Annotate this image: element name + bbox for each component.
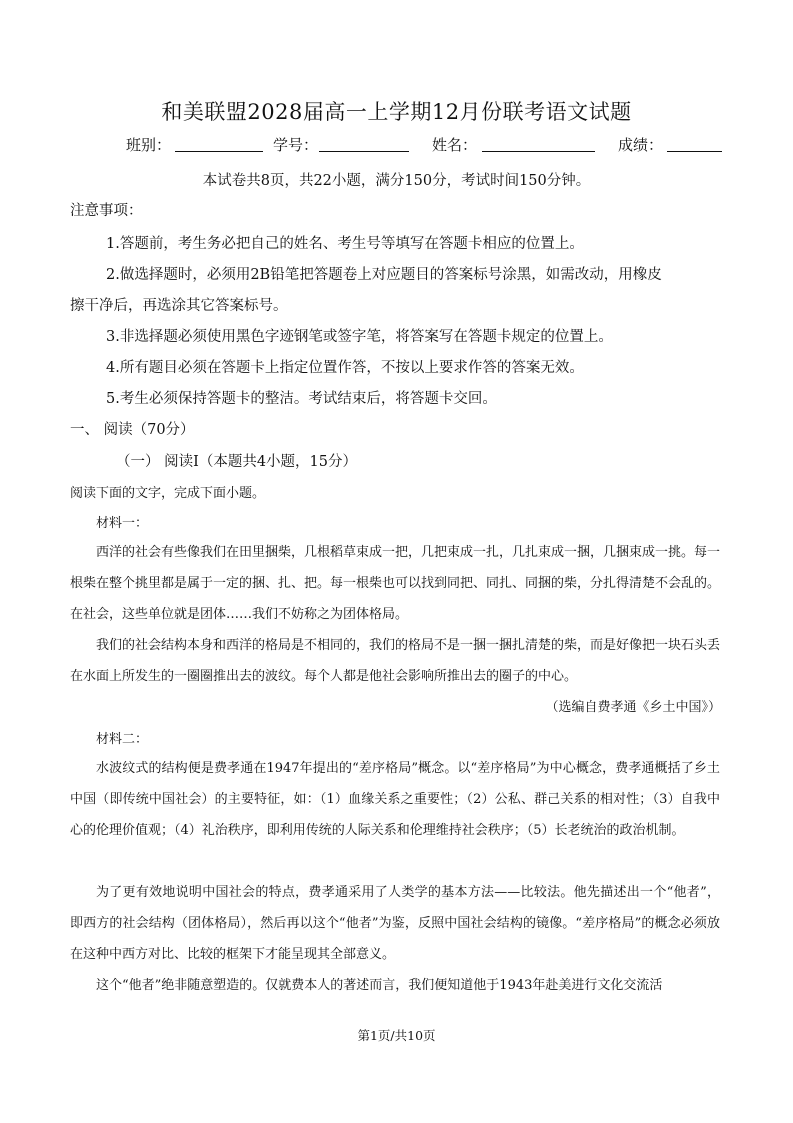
subsection-heading: （一） 阅读Ⅰ（本题共4小题，15分）: [116, 454, 358, 470]
material-paragraph: 这个“他者”绝非随意塑造的。仅就费本人的著述而言，我们便知道他于1943年赴美进行文化交流活: [96, 978, 663, 993]
student-id-blank[interactable]: [319, 151, 409, 152]
notice-item: 3.非选择题必须使用黑色字迹钢笔或签字笔，将答案写在答题卡规定的位置上。: [106, 329, 613, 345]
notice-item: 4.所有题目必须在答题卡上指定位置作答，不按以上要求作答的答案无效。: [106, 360, 584, 376]
material-paragraph: 我们的社会结构本身和西洋的格局是不相同的，我们的格局不是一捆一捆扎清楚的柴，而是好像把一块石头丢在水面上所发生的一圈圈推出去的波纹。每个人都是他社会影响所推出去的圈子的中心。: [70, 638, 721, 684]
material-source: （选编自费孝通《乡土中国》）: [545, 700, 721, 715]
page-number: 第1页/共10页: [357, 1028, 436, 1043]
name-blank[interactable]: [482, 151, 595, 152]
notice-heading: 注意事项：: [70, 203, 143, 219]
notice-item: 1.答题前，考生务必把自己的姓名、考生号等填写在答题卡相应的位置上。: [106, 236, 584, 252]
student-id-label: 学号：: [273, 136, 319, 154]
name-label: 姓名：: [432, 136, 478, 154]
reading-instruction: 阅读下面的文字，完成下面小题。: [70, 486, 266, 501]
score-blank[interactable]: [667, 151, 722, 152]
material-paragraph: 西洋的社会有些像我们在田里捆柴，几根稻草束成一把，几把束成一扎，几扎束成一捆，几捆束成一挑。每一根柴在整个挑里都是属于一定的捆、扎、把。每一根柴也可以找到同把、同扎、同捆的柴，分扎得清楚不会乱的。在社会，这些单位就是团体……我们不妨称之为团体格局。: [70, 545, 721, 622]
class-label: 班别：: [126, 136, 172, 154]
notice-item: 5.考生必须保持答题卡的整洁。考试结束后，将答题卡交回。: [106, 391, 497, 407]
section-heading: 一、 阅读（70分）: [70, 422, 195, 438]
material-label: 材料一：: [96, 516, 149, 531]
material-paragraph: 水波纹式的结构便是费孝通在1947年提出的“差序格局”概念。以“差序格局”为中心概念，费孝通概括了乡土中国（即传统中国社会）的主要特征，如：（1）血缘关系之重要性；（2）公私、群己关系的相对性；（3）自我中心的伦理价值观；（4）礼治秩序，即利用传统的人际关系和伦理维持社会秩序；（5）长老统治的政治机制。: [70, 761, 720, 838]
notice-item: 擦干净后，再选涂其它答案标号。: [70, 298, 288, 314]
material-label: 材料二：: [96, 732, 149, 747]
material-paragraph: 为了更有效地说明中国社会的特点，费孝通采用了人类学的基本方法——比较法。他先描述出一个“他者”，即西方的社会结构（团体格局），然后再以这个“他者”为鉴，反照中国社会结构的镜像。“差序格局”的概念必须放在这种中西方对比、比较的框架下才能呈现其全部意义。: [70, 885, 720, 962]
student-info-row: [126, 134, 726, 156]
notice-item: 2.做选择题时，必须用2B铅笔把答题卷上对应题目的答案标号涂黑，如需改动，用橡皮: [106, 267, 662, 283]
class-blank[interactable]: [175, 151, 263, 152]
exam-title: 和美联盟2028届高一上学期12月份联考语文试题: [161, 100, 632, 124]
score-label: 成绩：: [618, 136, 664, 154]
exam-meta: 本试卷共8页，共22小题，满分150分，考试时间150分钟。: [202, 173, 591, 189]
